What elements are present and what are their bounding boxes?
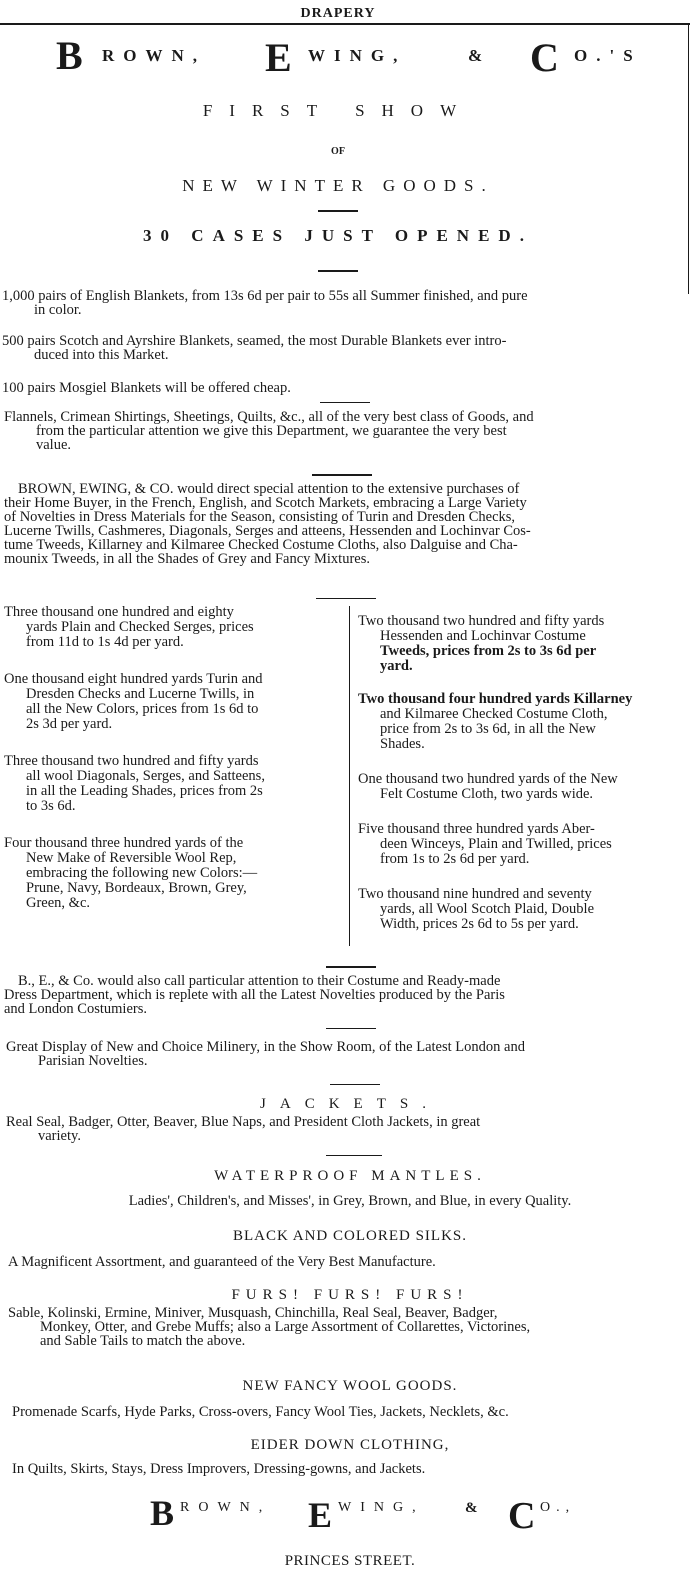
item-line: deen Winceys, Plain and Twilled, prices — [380, 836, 612, 852]
mantles-text: Ladies', Children's, and Misses', in Grey, Brown, and Blue, in every Quality. — [128, 1193, 572, 1209]
firm-name-footer — [150, 1492, 650, 1542]
blanket-cont: in color. — [34, 302, 82, 318]
item-line: from 11d to 1s 4d per yard. — [26, 634, 184, 650]
furs-cont: and Sable Tails to match the above. — [40, 1333, 246, 1349]
rule-short-3 — [320, 402, 370, 403]
item-line: Dresden Checks and Lucerne Twills, in — [26, 686, 255, 702]
flannels-cont: value. — [36, 437, 72, 453]
column-item — [4, 836, 342, 911]
millinery-lead: Great Display of New and Choice Milinery, in the Show Room, of the Latest London and — [6, 1039, 525, 1055]
millinery-paragraph — [6, 1040, 696, 1068]
jackets-heading: JACKETS. — [260, 1096, 440, 1112]
item-line: yards Plain and Checked Serges, prices — [26, 619, 254, 635]
address: PRINCES STREET. — [284, 1553, 416, 1569]
item-line: in all the Leading Shades, prices from 2s — [26, 783, 263, 799]
item-lead: Two thousand four hundred yards Killarney — [358, 691, 633, 707]
blanket-item-1 — [2, 289, 692, 317]
footer-rest-2: WING, — [338, 1500, 425, 1515]
column-item — [358, 692, 694, 752]
item-line: New Make of Reversible Wool Rep, — [26, 850, 237, 866]
item-line: and Kilmaree Checked Costume Cloth, — [380, 706, 608, 722]
column-item — [358, 614, 694, 674]
blanket-lead: 1,000 pairs of English Blankets, from 13s 6d per pair to 55s all Summer finished, and pure — [2, 288, 528, 304]
mantles-heading: WATERPROOF MANTLES. — [214, 1168, 486, 1184]
dress-materials-paragraph — [4, 482, 694, 566]
furs-cont: Monkey, Otter, and Grebe Muffs; also a Large Assortment of Collarettes, Victorines, — [40, 1319, 531, 1335]
top-rule — [0, 23, 690, 25]
flannels-lead: Flannels, Crimean Shirtings, Sheetings, Quilts, &c., all of the very best class of Goods, and — [4, 409, 534, 425]
item-line: to 3s 6d. — [26, 798, 76, 814]
new-winter-goods-line: NEW WINTER GOODS. — [182, 176, 494, 195]
cases-opened-line: 30 CASES JUST OPENED. — [143, 226, 533, 245]
section-heading: DRAPERY — [300, 6, 376, 21]
costume-line: B., E., & Co. would also call particular attention to their Costume and Ready-made — [18, 973, 501, 989]
firm-rest-1: ROWN, — [102, 46, 207, 65]
dress-line: their Home Buyer, in the French, English, and Scotch Markets, embracing a Large Variety — [4, 495, 527, 511]
item-line: Felt Costume Cloth, two yards wide. — [380, 786, 594, 802]
firm-rest-3: O.'S — [574, 46, 642, 65]
furs-lead: Sable, Kolinski, Ermine, Miniver, Musquash, Chinchilla, Real Seal, Beaver, Badger, — [8, 1305, 498, 1321]
footer-rest-3: O., — [540, 1500, 576, 1515]
dress-line: tume Tweeds, Killarney and Kilmaree Checked Costume Cloths, also Dalguise and Cha- — [4, 537, 518, 553]
item-line: Width, prices 2s 6d to 5s per yard. — [380, 916, 579, 932]
footer-initial-e: E — [308, 1495, 333, 1535]
of-line: OF — [331, 146, 345, 157]
item-line: Shades. — [380, 736, 425, 752]
furs-heading: FURS! FURS! FURS! — [231, 1287, 469, 1303]
column-item — [4, 605, 342, 650]
column-item — [358, 822, 694, 867]
right-edge-rule — [688, 24, 689, 294]
column-divider — [349, 606, 350, 946]
right-column — [358, 614, 694, 932]
column-item — [358, 887, 694, 932]
item-line: yards, all Wool Scotch Plaid, Double — [380, 901, 595, 917]
item-line: 2s 3d per yard. — [26, 716, 113, 732]
left-column — [4, 605, 342, 911]
jackets-cont: variety. — [38, 1128, 81, 1144]
wool-goods-text: Promenade Scarfs, Hyde Parks, Cross-overs, Fancy Wool Ties, Jackets, Necklets, &c. — [12, 1404, 509, 1420]
dress-line: Lucerne Twills, Cashmeres, Diagonals, Serges and atteens, Hessenden and Lochinvar Cos- — [4, 523, 531, 539]
dress-line: mounix Tweeds, in all the Shades of Grey and Fancy Mixtures. — [4, 551, 370, 567]
item-lead: One thousand two hundred yards of the New — [358, 771, 618, 787]
item-lead: Two thousand two hundred and fifty yards — [358, 613, 605, 629]
silks-heading: BLACK AND COLORED SILKS. — [232, 1228, 467, 1244]
item-line: embracing the following new Colors:— — [26, 865, 258, 881]
flannels-cont: from the particular attention we give this Department, we guarantee the very best — [36, 423, 507, 439]
jackets-lead: Real Seal, Badger, Otter, Beaver, Blue Naps, and President Cloth Jackets, in great — [6, 1114, 481, 1130]
footer-initial-c: C — [508, 1495, 536, 1537]
column-item — [358, 772, 694, 802]
item-lead: One thousand eight hundred yards Turin and — [4, 671, 263, 687]
blanket-cont: duced into this Market. — [34, 347, 169, 363]
dress-line: BROWN, EWING, & CO. would direct special attention to the extensive purchases of — [18, 481, 520, 497]
dress-line: of Novelties in Dress Materials for the Season, consisting of Turin and Dresden Checks, — [4, 509, 516, 525]
item-line: all the New Colors, prices from 1s 6d to — [26, 701, 259, 717]
item-line: Green, &c. — [26, 895, 91, 911]
rule-short-5 — [316, 598, 376, 599]
item-lead: Five thousand three hundred yards Aber- — [358, 821, 595, 837]
blanket-item-2 — [2, 334, 692, 362]
item-lead: Three thousand one hundred and eighty — [4, 604, 234, 620]
blanket-lead: 100 pairs Mosgiel Blankets will be offered cheap. — [2, 380, 291, 396]
rule-short-2 — [318, 270, 358, 272]
item-line: from 1s to 2s 6d per yard. — [380, 851, 530, 867]
column-item — [4, 754, 342, 814]
eider-heading: EIDER DOWN CLOTHING, — [250, 1437, 450, 1453]
first-show-line: FIRST SHOW — [202, 101, 474, 120]
rule-short-6 — [326, 966, 376, 968]
wool-goods-heading: NEW FANCY WOOL GOODS. — [242, 1378, 458, 1394]
footer-initial-b: B — [150, 1493, 175, 1533]
item-lead: Three thousand two hundred and fifty yards — [4, 753, 259, 769]
initial-c: C — [530, 35, 559, 80]
item-line: all wool Diagonals, Serges, and Satteens, — [26, 768, 265, 784]
costume-line: Dress Department, which is replete with all the Latest Novelties produced by the Paris — [4, 987, 505, 1003]
item-line: Hessenden and Lochinvar Costume — [380, 628, 586, 644]
item-line: Prune, Navy, Bordeaux, Brown, Grey, — [26, 880, 247, 896]
item-line: price from 2s to 3s 6d, in all the New — [380, 721, 596, 737]
item-line: yard. — [380, 658, 413, 674]
column-item — [4, 672, 342, 732]
rule-short-4 — [312, 474, 372, 476]
furs-paragraph — [8, 1306, 698, 1348]
jackets-paragraph — [6, 1115, 696, 1143]
initial-b: B — [56, 33, 83, 78]
costume-paragraph — [4, 974, 694, 1016]
eider-text: In Quilts, Skirts, Stays, Dress Improvers, Dressing-gowns, and Jackets. — [12, 1461, 426, 1477]
item-line: Tweeds, prices from 2s to 3s 6d per — [380, 643, 597, 659]
rule-short-8 — [330, 1084, 380, 1085]
blanket-lead: 500 pairs Scotch and Ayrshire Blankets, seamed, the most Durable Blankets ever intro- — [2, 333, 507, 349]
firm-name-masthead — [56, 34, 686, 84]
rule-short-9 — [326, 1155, 382, 1156]
item-lead: Four thousand three hundred yards of the — [4, 835, 244, 851]
flannels-paragraph — [4, 410, 694, 452]
footer-ampersand: & — [465, 1500, 478, 1516]
millinery-cont: Parisian Novelties. — [38, 1053, 148, 1069]
footer-rest-1: ROWN, — [180, 1500, 272, 1515]
initial-e: E — [265, 35, 292, 80]
rule-short-7 — [326, 1028, 376, 1029]
silks-text: A Magnificent Assortment, and guaranteed of the Very Best Manufacture. — [8, 1254, 436, 1270]
blanket-item-3 — [2, 381, 692, 395]
firm-rest-2: WING, — [308, 46, 407, 65]
ampersand: & — [468, 46, 483, 65]
rule-short-1 — [318, 210, 358, 212]
costume-line: and London Costumiers. — [4, 1001, 147, 1017]
item-lead: Two thousand nine hundred and seventy — [358, 886, 592, 902]
